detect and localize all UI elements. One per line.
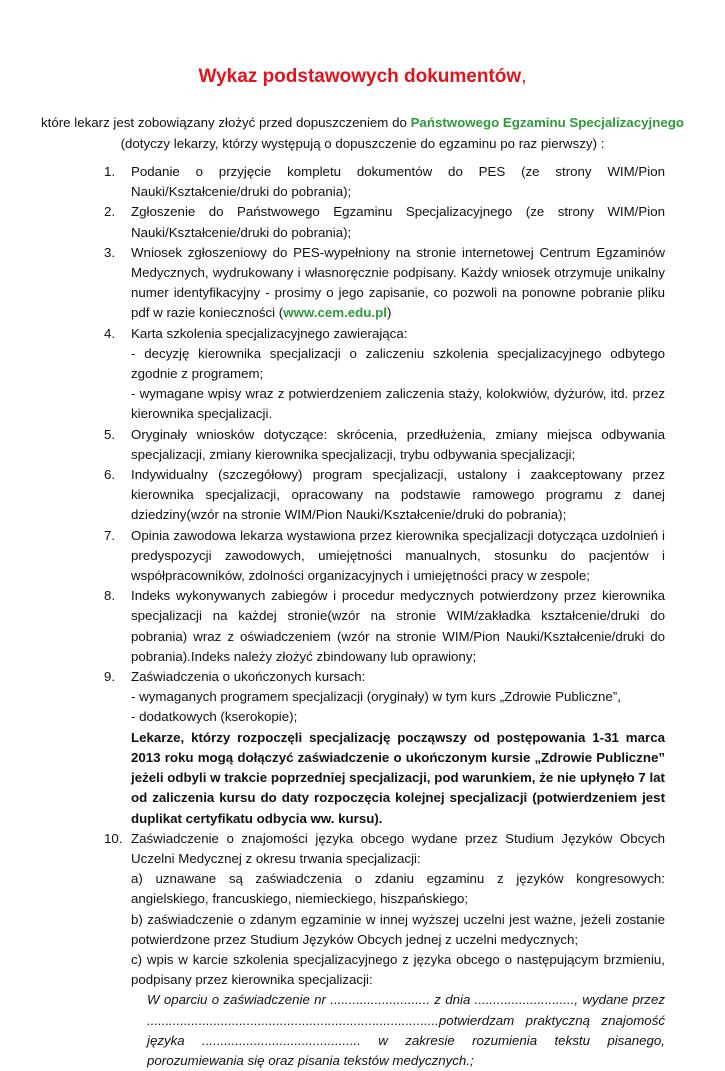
list-item: 6. Indywidualny (szczegółowy) program specjalizacji, ustalony i zaakceptowany przez kierownika specjalizacji, opracowany na podstawie ramowego programu z danej dziedziny(wzór na stronie WIM/Pion Nauki/Kształcenie/druki do pobrania); [104,467,665,523]
list-item: 10. Zaświadczenie o znajomości języka obcego wydane przez Studium Języków Obcych Uczelni Medycznej z okresu trwania specjalizacji: a) uznawane są zaświadczenia o zdaniu egzaminu z języków kongresowych: angielskiego, francuskiego, niemieckiego, hiszpańskiego; b) zaświadczenie o zdanym egzaminie w innej wyższej uczelni jest ważne, jeżeli zostanie potwierdzone przez Studium Języków Obcych jednej z uczelni medycznych; c) wpis w karcie szkolenia specjalizacyjnego z języka obcego o następującym brzmieniu, podpisany przez kierownika specjalizacji: W oparciu o zaświadczenie nr ........................... z dnia ..........................., wydane przez ...............................................................................potwierdzam praktyczną znajomość języka ........................................... w zakresie rozumienia tekstu pisanego, porozumiewania się oraz pisania tekstów medycznych.; [0,829,725,1071]
list-item: 7. Opinia zawodowa lekarza wystawiona przez kierownika specjalizacji dotycząca uzdolnień i predyspozycji zawodowych, umiejętności manualnych, stosunku do pacjentów i współpracowników, zdolności organizacyjnych i umiejętności pracy w zespole; [104,527,665,584]
intro-line1: które lekarz jest zobowiązany złożyć przed dopuszczeniem do Państwowego Egzaminu Specjalizacyjnego [41,115,684,130]
list-item: 2. Zgłoszenie do Państwowego Egzaminu Specjalizacyjnego (ze strony WIM/Pion Nauki/Kształcenie/druki do pobrania); [104,204,665,240]
list-item: 5. Oryginały wniosków dotyczące: skrócenia, przedłużenia, zmiany miejsca odbywania specjalizacji, zmiany kierownika specjalizacji, trybu odbywania specjalizacji; [104,426,665,462]
intro-text [40,112,685,154]
list-item: 9. Zaświadczenia o ukończonych kursach: - wymaganych programem specjalizacji (oryginały) w tym kurs „Zdrowie Publiczne”, - dodatkowych (kserokopie); Lekarze, którzy rozpoczęli specjalizację począwszy od postępowania 1-31 marca 2013 roku mogą dołączyć zaświadczenie o ukończonym kursie „Zdrowie Publiczne” jeżeli odbyli w trakcie poprzedniej specjalizacji, pod warunkiem, że nie upłynęło 7 lat od zaliczenia kursu do daty rozpoczęcia kolejnej specjalizacji (potwierdzeniem jest duplikat certyfikatu odbycia ww. kursu). [0,667,725,829]
list-item: 3. Wniosek zgłoszeniowy do PES-wypełniony na stronie internetowej Centrum Egzaminów Medycznych, wydrukowany i własnoręcznie podpisany. Każdy wniosek otrzymuje unikalny numer identyfikacyjny - prosimy o jego zapisanie, co pozwoli na ponowne pobranie pliku pdf w razie konieczności (www.cem.edu.pl) [104,244,665,321]
page-title: Wykaz podstawowych dokumentów, [198,66,527,87]
cem-link[interactable]: www.cem.edu.pl [283,305,387,321]
intro-line2: (dotyczy lekarzy, którzy występują o dopuszczenie do egzaminu po raz pierwszy) : [120,136,605,151]
list-item: 8. Indeks wykonywanych zabiegów i procedur medycznych potwierdzony przez kierownika specjalizacji na każdej stronie(wzór na stronie WIM/zakładka kształcenie/druki do pobrania) wraz z oświadczeniem (wzór na stronie WIM/Pion Nauki/Kształcenie/druki do pobrania).Indeks należy złożyć zbindowany lub oprawiony; [104,588,665,664]
documents-list [0,162,725,1071]
language-entry-template: W oparciu o zaświadczenie nr ........................... z dnia ..........................., wydane przez ...............................................................................potwierdzam praktyczną znajomość języka ........................................... w zakresie rozumienia tekstu pisanego, porozumiewania się oraz pisania tekstów medycznych.; [147,992,665,1068]
exam-name-highlight: Państwowego Egzaminu Specjalizacyjnego [410,115,684,130]
list-item: 4. Karta szkolenia specjalizacyjnego zawierająca: - decyzję kierownika specjalizacji o zaliczeniu szkolenia specjalizacyjnego odbytego zgodnie z programem; - wymagane wpisy wraz z potwierdzeniem zaliczenia staży, kolokwiów, dyżurów, itd. przez kierownika specjalizacji. [104,325,665,422]
list-item: 1. Podanie o przyjęcie kompletu dokumentów do PES (ze strony WIM/Pion Nauki/Kształcenie/druki do pobrania); [104,164,665,200]
course-note: Lekarze, którzy rozpoczęli specjalizację począwszy od postępowania 1-31 marca 2013 roku mogą dołączyć zaświadczenie o ukończonym kursie „Zdrowie Publiczne” jeżeli odbyli w trakcie poprzedniej specjalizacji, pod warunkiem, że nie upłynęło 7 lat od zaliczenia kursu do daty rozpoczęcia kolejnej specjalizacji (potwierdzeniem jest duplikat certyfikatu odbycia ww. kursu). [131,729,665,826]
